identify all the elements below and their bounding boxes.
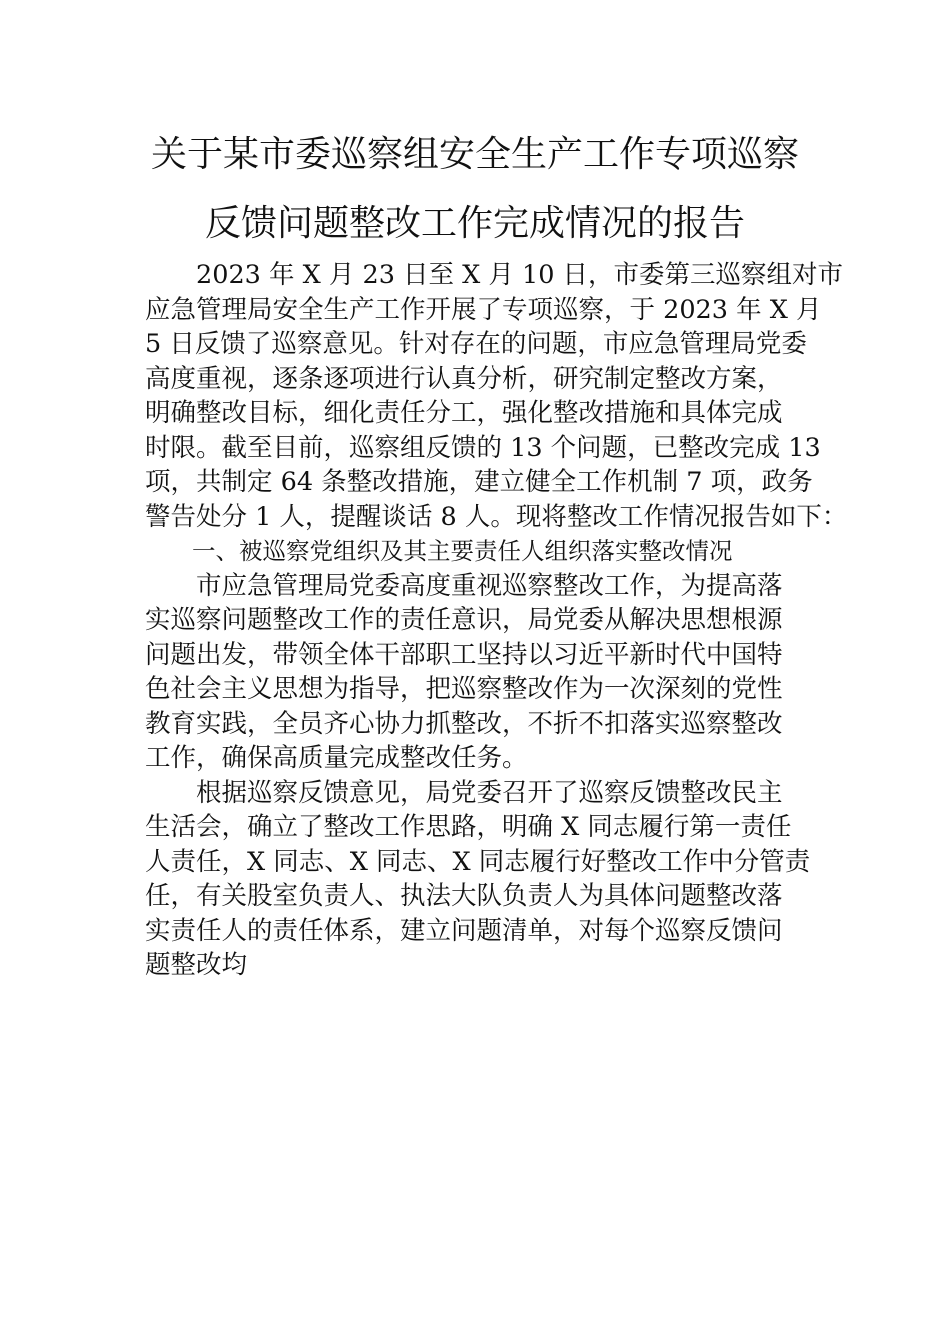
section-1-heading: 一、被巡察党组织及其主要责任人组织落实整改情况 [192,537,733,565]
paragraph-2-line-4: 色社会主义思想为指导，把巡察整改作为一次深刻的党性 [145,674,783,704]
paragraph-1 [145,258,848,534]
paragraph-2-line-1: 市应急管理局党委高度重视巡察整改工作，为提高落 [196,570,783,601]
paragraph-1-line-8: 警告处分 1 人，提醒谈话 8 人。现将整改工作情况报告如下： [145,501,848,532]
paragraph-1-line-1: 2023 年 X 月 23 日至 X 月 10 日，市委第三巡察组对市 [196,260,844,290]
paragraph-3-line-3: 人责任，X 同志、X 同志、X 同志履行好整改工作中分管责 [145,846,811,877]
paragraph-2-line-5: 教育实践，全员齐心协力抓整改，不折不扣落实巡察整改 [145,708,783,739]
paragraph-1-line-3: 5 日反馈了巡察意见。针对存在的问题，市应急管理局党委 [145,329,807,359]
paragraph-2-line-3: 问题出发，带领全体干部职工坚持以习近平新时代中国特 [145,639,783,670]
paragraph-1-line-6: 时限。截至目前，巡察组反馈的 13 个问题，已整改完成 13 [145,432,821,463]
document-title-line-1: 关于某市委巡察组安全生产工作专项巡察 [150,134,799,175]
paragraph-3-line-5: 实责任人的责任体系，建立问题清单，对每个巡察反馈问 [145,915,783,946]
paragraph-2 [145,569,810,776]
document-title-line-2: 反馈问题整改工作完成情况的报告 [204,203,745,244]
paragraph-2-line-2: 实巡察问题整改工作的责任意识，局党委从解决思想根源 [145,605,783,635]
paragraph-3-line-1: 根据巡察反馈意见，局党委召开了巡察反馈整改民主 [196,777,783,808]
paragraph-1-line-7: 项，共制定 64 条整改措施，建立健全工作机制 7 项，政务 [145,467,813,497]
paragraph-3 [145,776,810,983]
paragraph-3-line-2: 生活会，确立了整改工作思路，明确 X 同志履行第一责任 [145,812,792,842]
document-body [145,258,848,983]
paragraph-3-line-4: 任，有关股室负责人、执法大队负责人为具体问题整改落 [145,881,783,911]
paragraph-2-line-6: 工作，确保高质量完成整改任务。 [145,743,528,773]
paragraph-3-line-6: 题整改均 [145,950,248,980]
paragraph-1-line-4: 高度重视，逐条逐项进行认真分析，研究制定整改方案， [145,363,783,394]
paragraph-1-line-5: 明确整改目标，细化责任分工，强化整改措施和具体完成 [145,398,783,428]
paragraph-1-line-2: 应急管理局安全生产工作开展了专项巡察，于 2023 年 X 月 [145,294,822,325]
